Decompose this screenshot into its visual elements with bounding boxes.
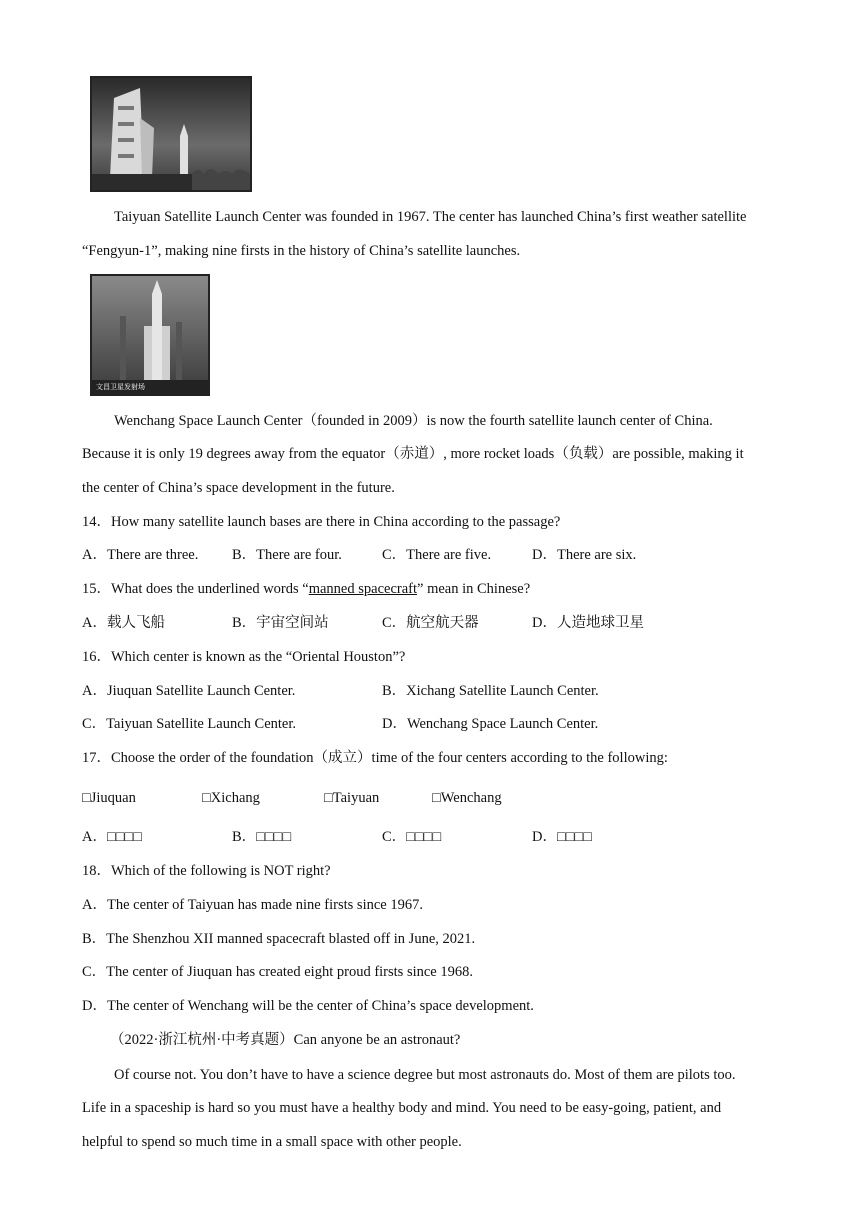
q16-option-c: C．Taiyuan Satellite Launch Center. [82, 716, 297, 732]
next-passage-line2: Life in a spaceship is hard so you must have a healthy body and mind. You need to be easy-going, patient, and [82, 1100, 722, 1116]
q14-option-d: D．There are six. [532, 547, 637, 563]
wenchang-paragraph-line2: Because it is only 19 degrees away from the equator（赤道）, more rocket loads（负载）are possible, making it [82, 446, 744, 462]
q15-underlined-words: manned spacecraft [308, 581, 418, 597]
q17-option-d: D．□□□□ [532, 829, 593, 845]
next-passage-line1: Of course not. You don’t have to have a science degree but most astronauts do. Most of them are pilots too. [114, 1067, 736, 1083]
q15-stem-prefix: 15．What does the underlined words “ [82, 581, 309, 597]
next-passage-line3: helpful to spend so much time in a small space with other people. [82, 1134, 462, 1150]
question-18-stem: 18．Which of the following is NOT right? [82, 863, 331, 879]
rocket-launch-photo-icon [92, 276, 208, 394]
q17-option-a: A．□□□□ [82, 829, 143, 845]
q15-option-d: D．人造地球卫星 [532, 615, 644, 631]
wenchang-paragraph-line3: the center of China’s space development in the future. [82, 480, 395, 496]
q17-item-xichang: □Xichang [202, 790, 260, 806]
q16-option-a: A．Jiuquan Satellite Launch Center. [82, 683, 296, 699]
q17-item-wenchang: □Wenchang [432, 790, 502, 806]
taiyuan-paragraph-line1: Taiyuan Satellite Launch Center was founded in 1967. The center has launched China’s first weather satellite [114, 209, 747, 225]
q16-option-b: B．Xichang Satellite Launch Center. [382, 683, 599, 699]
q14-option-a: A．There are three. [82, 547, 199, 563]
q17-item-taiyuan: □Taiyuan [324, 790, 380, 806]
q15-option-a: A．载人飞船 [82, 615, 165, 631]
q14-option-b: B．There are four. [232, 547, 342, 563]
q14-option-c: C．There are five. [382, 547, 492, 563]
q17-option-c: C．□□□□ [382, 829, 442, 845]
question-17-stem: 17．Choose the order of the foundation（成立）time of the four centers according to the following: [82, 750, 668, 766]
q18-option-b: B．The Shenzhou XII manned spacecraft blasted off in June, 2021. [82, 931, 476, 947]
q16-option-d: D．Wenchang Space Launch Center. [382, 716, 599, 732]
q17-item-jiuquan: □Jiuquan [82, 790, 136, 806]
wenchang-paragraph-line1: Wenchang Space Launch Center（founded in 2009）is now the fourth satellite launch center of China. [114, 413, 713, 429]
question-16-stem: 16．Which center is known as the “Oriental Houston”? [82, 649, 406, 665]
question-14-stem: 14．How many satellite launch bases are there in China according to the passage? [82, 514, 561, 530]
q15-stem-suffix: ” mean in Chinese? [417, 581, 531, 597]
q15-option-b: B．宇宙空间站 [232, 615, 329, 631]
q15-option-c: C．航空航天器 [382, 615, 479, 631]
q18-option-a: A．The center of Taiyuan has made nine firsts since 1967. [82, 897, 423, 913]
wenchang-photo-caption: 文昌卫星发射场 [96, 383, 145, 391]
q18-option-d: D．The center of Wenchang will be the center of China’s space development. [82, 998, 534, 1014]
taiyuan-launch-photo [90, 76, 252, 192]
launch-tower-photo-icon [92, 78, 250, 190]
q17-option-b: B．□□□□ [232, 829, 292, 845]
next-passage-heading: （2022·浙江杭州·中考真题）Can anyone be an astronaut? [110, 1032, 461, 1048]
taiyuan-paragraph-line2: “Fengyun-1”, making nine firsts in the history of China’s satellite launches. [82, 243, 521, 259]
question-15-stem [82, 579, 530, 599]
wenchang-launch-photo [90, 274, 210, 396]
q18-option-c: C．The center of Jiuquan has created eight proud firsts since 1968. [82, 964, 473, 980]
